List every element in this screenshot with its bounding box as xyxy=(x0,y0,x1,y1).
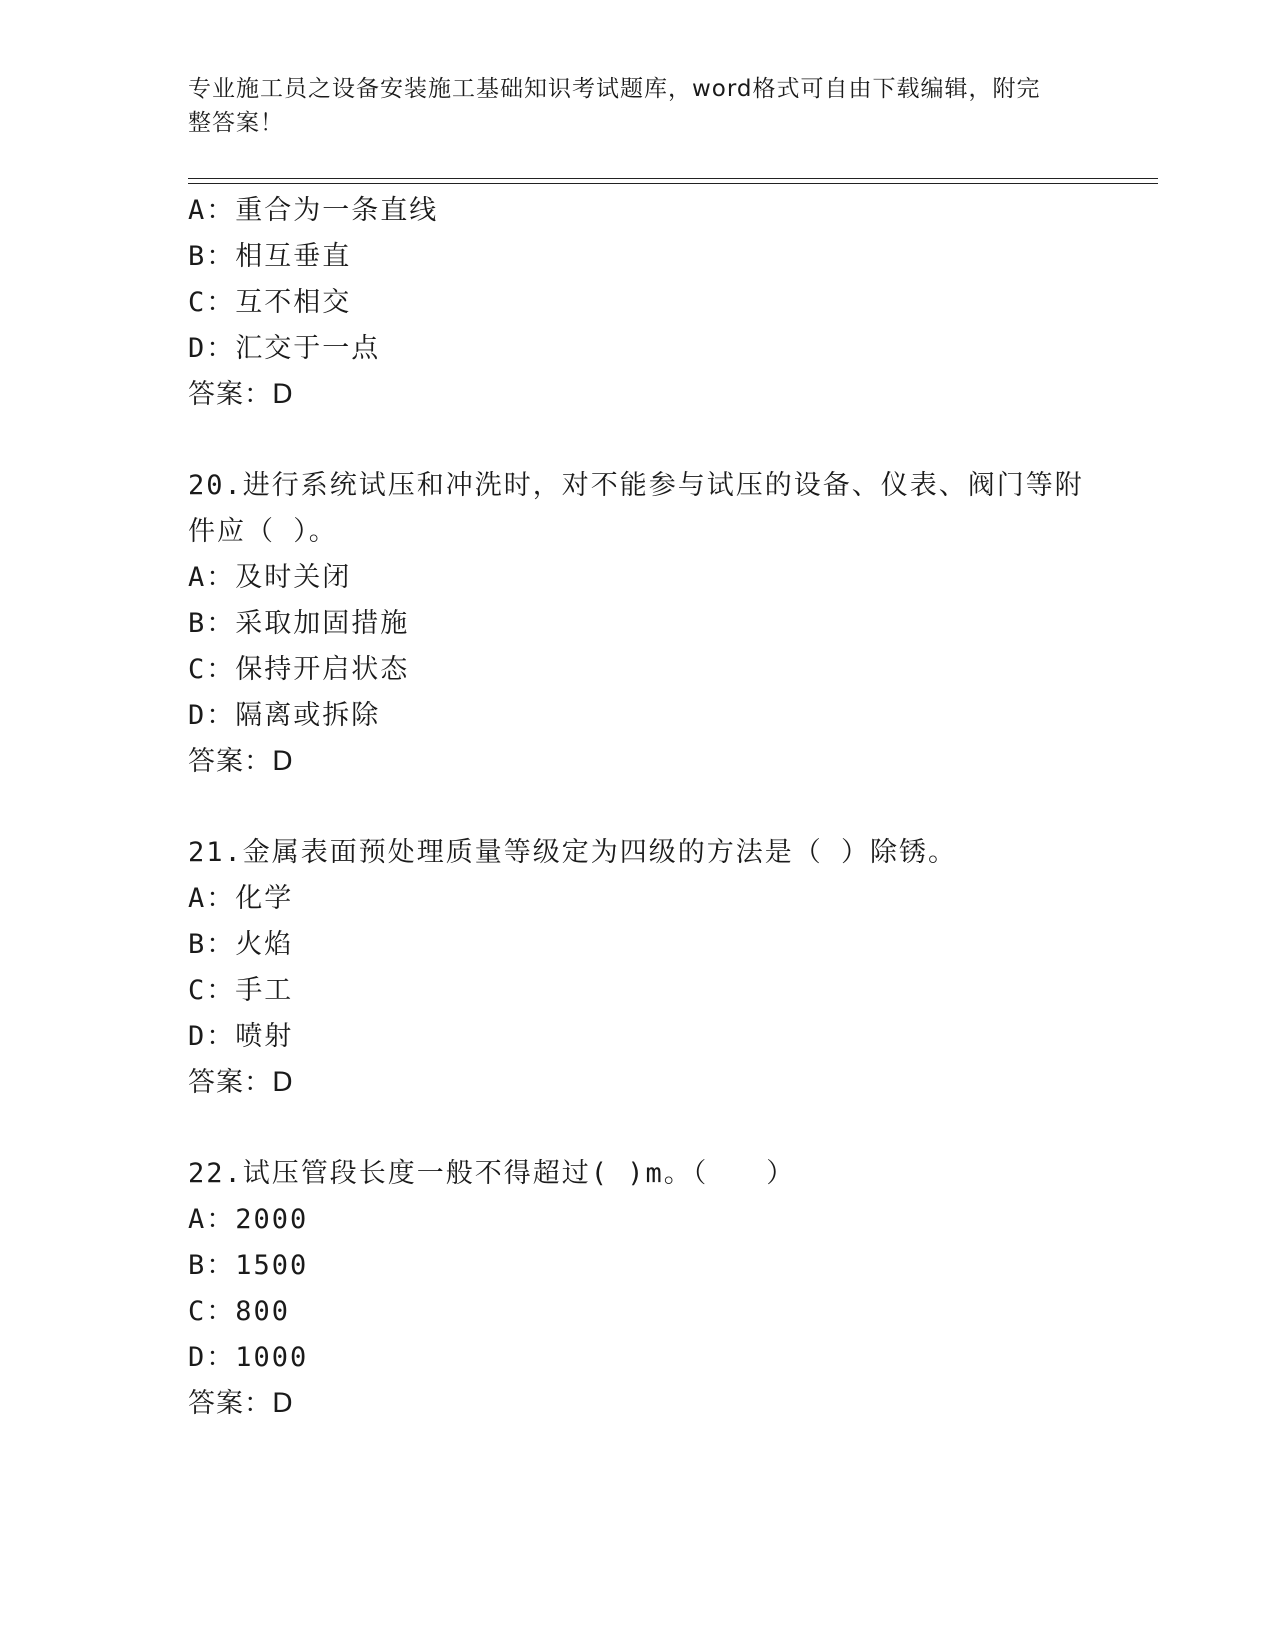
option-a: A：及时关闭 xyxy=(188,562,352,593)
option-b: B：相互垂直 xyxy=(188,241,352,272)
header-line-1: 专业施工员之设备安装施工基础知识考试题库，word格式可自由下载编辑，附完 xyxy=(188,76,1041,102)
answer-label: 答案：D xyxy=(188,1067,294,1098)
question-text-line-2: 件应（ ）。 xyxy=(188,516,338,547)
question-block-22 xyxy=(188,1151,1088,1427)
question-block-19 xyxy=(188,188,1088,418)
question-text-line-1: 21.金属表面预处理质量等级定为四级的方法是（ ）除锈。 xyxy=(188,837,958,868)
option-b: B：1500 xyxy=(188,1250,309,1281)
option-c: C：800 xyxy=(188,1296,291,1327)
option-b: B：采取加固措施 xyxy=(188,608,410,639)
header-line-2: 整答案！ xyxy=(188,110,284,136)
question-list xyxy=(188,188,1088,1472)
option-d: D：喷射 xyxy=(188,1021,294,1052)
option-c: C：保持开启状态 xyxy=(188,654,410,685)
answer-label: 答案：D xyxy=(188,1388,294,1419)
question-block-20 xyxy=(188,463,1088,785)
document-header xyxy=(188,72,1068,140)
answer-label: 答案：D xyxy=(188,379,294,410)
question-block-21 xyxy=(188,830,1088,1106)
question-text-line-1: 22.试压管段长度一般不得超过( )m。（ ） xyxy=(188,1158,796,1189)
option-d: D：汇交于一点 xyxy=(188,333,381,364)
option-a: A：化学 xyxy=(188,883,294,914)
option-a: A：重合为一条直线 xyxy=(188,195,439,226)
question-text-line-1: 20.进行系统试压和冲洗时，对不能参与试压的设备、仪表、阀门等附 xyxy=(188,470,1084,501)
option-d: D：1000 xyxy=(188,1342,309,1373)
answer-label: 答案：D xyxy=(188,746,294,777)
option-d: D：隔离或拆除 xyxy=(188,700,381,731)
header-rule-top xyxy=(188,178,1158,179)
option-a: A：2000 xyxy=(188,1204,309,1235)
option-c: C：互不相交 xyxy=(188,287,352,318)
header-rule-bottom xyxy=(188,183,1158,184)
option-c: C：手工 xyxy=(188,975,294,1006)
option-b: B：火焰 xyxy=(188,929,294,960)
